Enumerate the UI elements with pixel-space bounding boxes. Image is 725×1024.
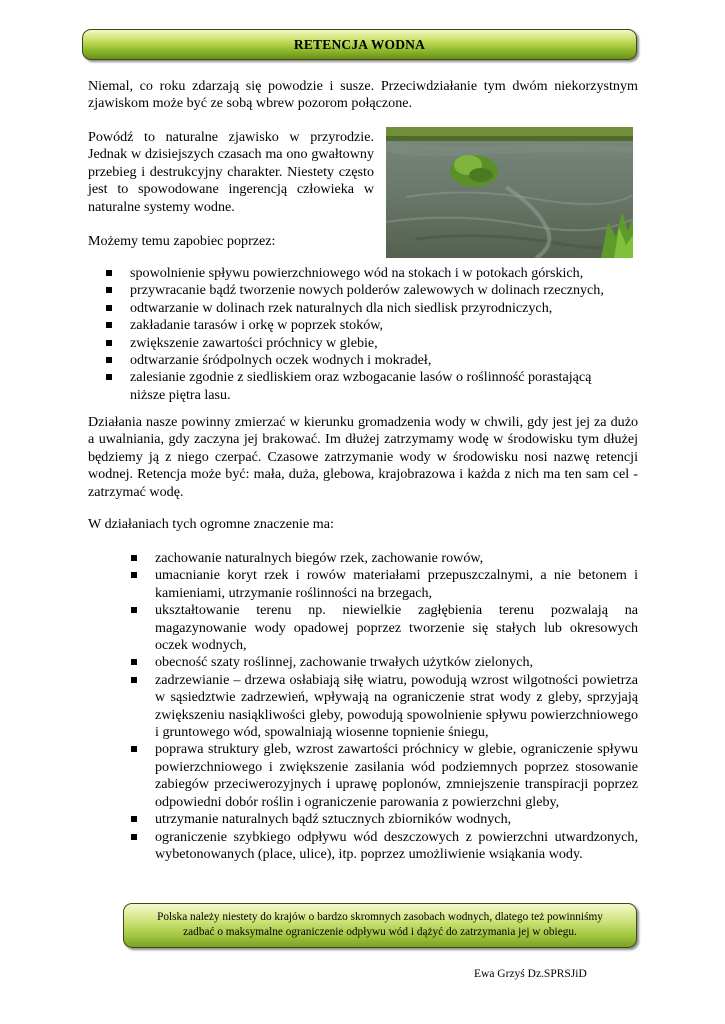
title-banner	[82, 29, 637, 60]
bullet-icon	[131, 746, 137, 752]
list-item: zakładanie tarasów i orkę w poprzek stoków,	[106, 317, 624, 334]
bullet-icon	[131, 834, 137, 840]
bullet-icon	[131, 677, 137, 683]
author-footer: Ewa Grzyś Dz.SPRSJiD	[474, 968, 587, 980]
bullet-icon	[106, 340, 112, 346]
list-item: ograniczenie szybkiego odpływu wód deszczowych z powierzchni utwardzonych, wybetonowanych (place, ulice), itp. poprzez umożliwienie wsiąkania wody.	[131, 829, 638, 864]
prevention-list	[106, 265, 624, 404]
list-item: zwiększenie zawartości próchnicy w glebie,	[106, 335, 624, 352]
actions-paragraph: Działania nasze powinny zmierzać w kierunku gromadzenia wody w chwili, gdy jest jej za dużo a uwalniania, gdy zaczyna jej brakować. Im dłużej zatrzymamy wodę w środowisku tym dłużej będziemy ją z niego czerpać. Czasowe zatrzymanie wody w środowisku nosi nazwę retencji wodnej. Retencja może być: mała, duża, glebowa, krajobrazowa i każda z nich ma ten sam cel - zatrzymać wodę.	[88, 414, 638, 500]
list-item: odtwarzanie w dolinach rzek naturalnych dla nich siedlisk przyrodniczych,	[106, 300, 624, 317]
bullet-icon	[131, 572, 137, 578]
list-item: zachowanie naturalnych biegów rzek, zachowanie rowów,	[131, 550, 638, 567]
bullet-icon	[131, 659, 137, 665]
list-item: zadrzewianie – drzewa osłabiają siłę wiatru, powodują wzrost wilgotności powietrza w sąsiedztwie zadrzewień, wpływają na ograniczenie strat wody z gleby, sprzyjają zwiększeniu nasiąkliwości gleby, powodują spowolnienie spływu powierzchniowego i gruntowego wód, spowalniają wiosenne topnienie śniegu,	[131, 672, 638, 742]
flood-paragraph: Powódź to naturalne zjawisko w przyrodzie. Jednak w dzisiejszych czasach ma ono gwałtowny przebieg i destrukcyjny charakter. Niestety często jest to spowodowane ingerencją człowieka w naturalne systemy wodne.	[88, 129, 374, 215]
river-photo	[386, 127, 633, 258]
prevent-intro: Możemy temu zapobiec poprzez:	[88, 233, 276, 249]
bullet-icon	[131, 816, 137, 822]
list-item: obecność szaty roślinnej, zachowanie trwałych użytków zielonych,	[131, 654, 638, 671]
list-item: przywracanie bądź tworzenie nowych polderów zalewowych w dolinach rzecznych,	[106, 282, 624, 299]
note-line: zadbać o maksymalne ograniczenie odpływu wód i dążyć do zatrzymania jej w obiegu.	[183, 926, 577, 938]
intro-paragraph: Niemal, co roku zdarzają się powodzie i susze. Przeciwdziałanie tym dwóm niekorzystnym zjawiskom może być ze sobą wbrew pozorom połączone.	[88, 78, 638, 112]
river-image	[386, 127, 633, 258]
page-title: RETENCJA WODNA	[293, 37, 426, 52]
list-item: odtwarzanie śródpolnych oczek wodnych i mokradeł,	[106, 352, 624, 369]
bullet-icon	[106, 305, 112, 311]
list-item: spowolnienie spływu powierzchniowego wód na stokach i w potokach górskich,	[106, 265, 624, 282]
bullet-icon	[131, 555, 137, 561]
bullet-icon	[106, 374, 112, 380]
list-item: umacnianie koryt rzek i rowów materiałami przepuszczalnymi, a nie betonem i kamieniami, utrzymanie roślinności na brzegach,	[131, 567, 638, 602]
list-item: utrzymanie naturalnych bądź sztucznych zbiorników wodnych,	[131, 811, 638, 828]
summary-note-box	[123, 903, 637, 948]
list-item: ukształtowanie terenu np. niewielkie zagłębienia terenu pozwalają na magazynowanie wody opadowej poprzez tworzenie się stałych lub okresowych oczek wodnych,	[131, 602, 638, 654]
importance-intro: W działaniach tych ogromne znaczenie ma:	[88, 516, 334, 532]
bullet-icon	[106, 270, 112, 276]
note-line: Polska należy niestety do krajów o bardzo skromnych zasobach wodnych, dlatego też powinniśmy	[157, 911, 603, 923]
importance-list	[131, 550, 638, 863]
bullet-icon	[106, 322, 112, 328]
list-item: poprawa struktury gleb, wzrost zawartości próchnicy w glebie, ograniczenie spływu powierzchniowego i zwiększenie zasilania wód podziemnych poprzez stosowanie zabiegów przeciwerozyjnych i uprawę poplonów, zmniejszenie transpiracji poprzez odpowiedni dobór roślin i ograniczenie parowania z powierzchni gleby,	[131, 741, 638, 811]
list-item: zalesianie zgodnie z siedliskiem oraz wzbogacanie lasów o roślinność porastającą niższe piętra lasu.	[106, 369, 624, 404]
bullet-icon	[106, 357, 112, 363]
bullet-icon	[106, 287, 112, 293]
bullet-icon	[131, 607, 137, 613]
